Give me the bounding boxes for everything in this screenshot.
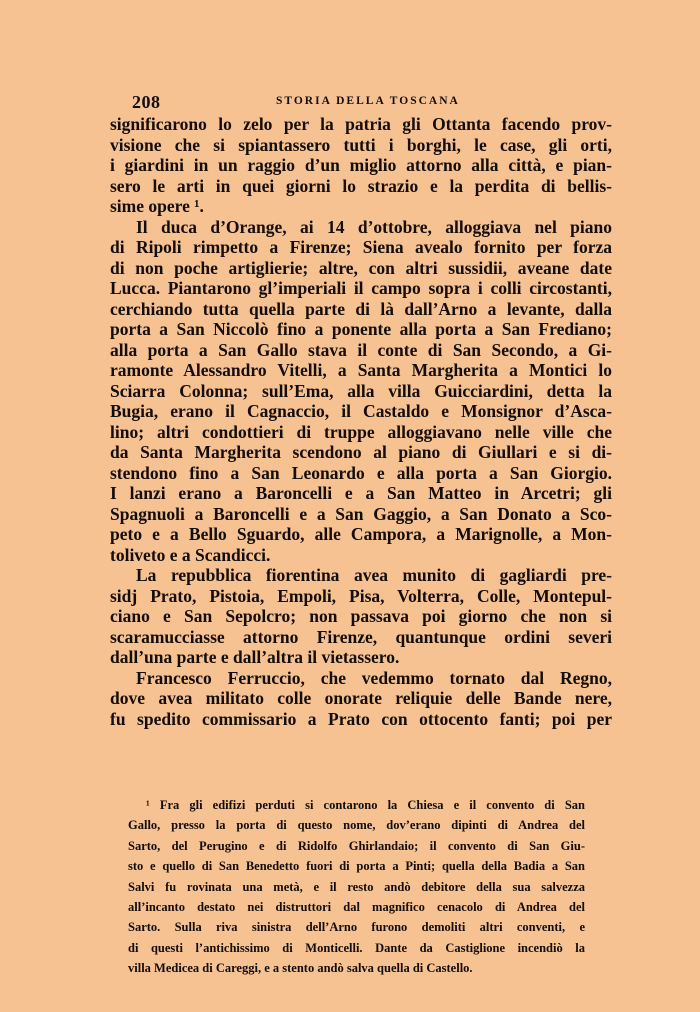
text-line: peto e a Bello Sguardo, alle Campora, a Marignolle, a Mon- [110, 524, 612, 544]
text-line: dove avea militato colle onorate reliquie delle Bande nere, [110, 688, 612, 708]
running-title: STORIA DELLA TOSCANA [276, 95, 460, 107]
text-line: Spagnuoli a Baroncelli e a San Gaggio, a San Donato a Sco- [110, 503, 612, 524]
footnote-line: Salvi fu rovinata una metà, e il resto andò debitore della sua salvezza [128, 879, 585, 894]
footnote-line: all’incanto destato nei distruttori dal magnifico cenacolo di Andrea del [128, 900, 585, 915]
text-line: porta a San Niccolò fino a ponente alla porta a San Frediano; [110, 319, 612, 339]
footnote-line: Gallo, presso la porta di questo nome, dov’erano dipinti di Andrea del [128, 818, 585, 833]
text-line: lino; altri condottieri di truppe alloggiavano nelle ville che [110, 421, 612, 442]
text-line: alla porta a San Gallo stava il conte di San Secondo, a Gi- [110, 339, 612, 360]
footnote [128, 795, 585, 979]
text-line: sime opere ¹. [110, 196, 204, 216]
text-line: scaramucciasse attorno Firenze, quantunque ordini severi [110, 626, 612, 647]
text-line: Lucca. Piantarono gl’imperiali il campo sopra i colli circostanti, [110, 278, 612, 298]
text-line: Sciarra Colonna; sull’Ema, alla villa Guicciardini, detta la [110, 380, 612, 401]
page-number: 208 [132, 92, 161, 112]
text-line: Francesco Ferruccio, che vedemmo tornato dal Regno, [136, 667, 612, 688]
text-line: La repubblica fiorentina avea munito di gagliardi pre- [136, 565, 612, 585]
text-line: di Ripoli rimpetto a Firenze; Siena avealo fornito per forza [110, 237, 612, 257]
text-line: dall’una parte e dall’altra il vietassero. [110, 647, 400, 667]
footnote-line: Sarto, del Perugino e di Ridolfo Ghirlandaio; il convento di San Giu- [128, 838, 585, 853]
text-line: significarono lo zelo per la patria gli Ottanta facendo prov- [110, 114, 612, 134]
footnote-line: Sarto. Sulla riva sinistra dell’Arno furono demoliti altri conventi, e [128, 920, 585, 935]
text-line: sero le arti in quei giorni lo strazio e la perdita di bellis- [110, 175, 612, 196]
text-line: di non poche artiglierie; altre, con altri sussidii, aveane date [110, 257, 612, 278]
page [110, 92, 612, 729]
text-line: Bugia, erano il Cagnaccio, il Castaldo e Monsignor d’Asca- [110, 401, 612, 421]
text-line: Il duca d’Orange, ai 14 d’ottobre, alloggiava nel piano [136, 216, 612, 237]
text-line: ramonte Alessandro Vitelli, a Santa Margherita a Montici lo [110, 360, 612, 380]
text-line: fu spedito commissario a Prato con ottocento fanti; poi per [110, 708, 612, 729]
text-line: toliveto e a Scandicci. [110, 544, 271, 565]
footnote-line: sto e quello di San Benedetto fuori di porta a Pinti; quella della Badia a San [128, 859, 585, 874]
text-line: ciano e San Sepolcro; non passava poi giorno che non si [110, 606, 612, 626]
text-line: I lanzi erano a Baroncelli e a San Matteo in Arcetri; gli [110, 483, 612, 503]
footnote-line: villa Medicea di Careggi, e a stento andò salva quella di Castello. [128, 961, 473, 976]
text-line: sidj Prato, Pistoia, Empoli, Pisa, Volterra, Colle, Montepul- [110, 585, 612, 606]
text-line: cerchiando tutta quella parte di là dall’Arno a levante, dalla [110, 298, 612, 319]
page-header [110, 92, 612, 114]
text-line: i giardini in un raggio d’un miglio attorno alla città, e pian- [110, 155, 612, 175]
text-line: da Santa Margherita scendono al piano di Giullari e si di- [110, 442, 612, 462]
text-line: stendono fino a San Leonardo e alla porta a San Giorgio. [110, 462, 612, 483]
text-line: visione che si spiantassero tutti i borghi, le case, gli orti, [110, 134, 612, 155]
body-text [110, 114, 612, 729]
footnote-line: di questi l’antichissimo di Monticelli. Dante da Castiglione incendiò la [128, 940, 585, 955]
footnote-line: ¹ Fra gli edifizi perduti si contarono la Chiesa e il convento di San [146, 798, 585, 812]
